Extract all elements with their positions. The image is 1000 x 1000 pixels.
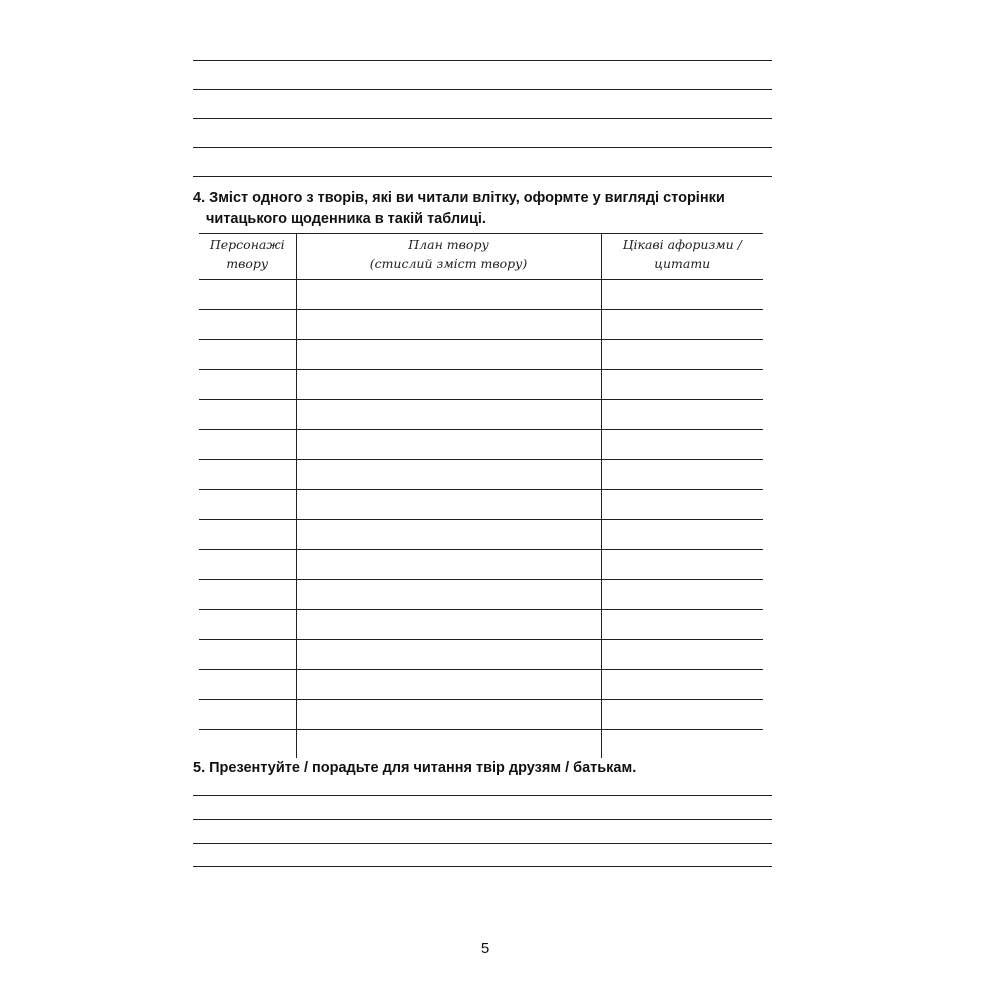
quotes-cell[interactable] (601, 610, 763, 640)
characters-cell[interactable] (199, 280, 296, 310)
characters-cell[interactable] (199, 490, 296, 520)
characters-cell[interactable] (199, 610, 296, 640)
column-header-characters (199, 234, 296, 280)
task-4-line-2: читацького щоденника в такій таблиці. (206, 211, 486, 227)
writing-line (193, 843, 772, 844)
table-row (199, 730, 763, 759)
plan-cell[interactable] (296, 430, 601, 460)
characters-cell[interactable] (199, 460, 296, 490)
table-row (199, 370, 763, 400)
quotes-cell[interactable] (601, 640, 763, 670)
writing-line (193, 60, 772, 61)
task-5-heading (193, 758, 636, 779)
writing-line (193, 176, 772, 177)
writing-line (193, 147, 772, 148)
plan-cell[interactable] (296, 730, 601, 759)
plan-cell[interactable] (296, 580, 601, 610)
table-row (199, 340, 763, 370)
characters-cell[interactable] (199, 340, 296, 370)
quotes-cell[interactable] (601, 370, 763, 400)
reading-diary-table (199, 233, 763, 758)
quotes-cell[interactable] (601, 460, 763, 490)
table-row (199, 430, 763, 460)
plan-cell[interactable] (296, 460, 601, 490)
column-header-plan-line-1: План твору (408, 237, 489, 252)
characters-cell[interactable] (199, 430, 296, 460)
characters-cell[interactable] (199, 700, 296, 730)
table-row (199, 310, 763, 340)
table-row (199, 490, 763, 520)
characters-cell[interactable] (199, 520, 296, 550)
table-row (199, 400, 763, 430)
plan-cell[interactable] (296, 520, 601, 550)
quotes-cell[interactable] (601, 400, 763, 430)
table-row (199, 610, 763, 640)
quotes-cell[interactable] (601, 340, 763, 370)
writing-line (193, 819, 772, 820)
plan-cell[interactable] (296, 280, 601, 310)
quotes-cell[interactable] (601, 670, 763, 700)
characters-cell[interactable] (199, 310, 296, 340)
characters-cell[interactable] (199, 730, 296, 759)
quotes-cell[interactable] (601, 580, 763, 610)
column-header-plan (296, 234, 601, 280)
characters-cell[interactable] (199, 550, 296, 580)
table-row (199, 580, 763, 610)
plan-cell[interactable] (296, 340, 601, 370)
plan-cell[interactable] (296, 550, 601, 580)
plan-cell[interactable] (296, 640, 601, 670)
table-row (199, 670, 763, 700)
plan-cell[interactable] (296, 370, 601, 400)
plan-cell[interactable] (296, 310, 601, 340)
writing-line (193, 866, 772, 867)
plan-cell[interactable] (296, 610, 601, 640)
table-body (199, 280, 763, 759)
characters-cell[interactable] (199, 400, 296, 430)
quotes-cell[interactable] (601, 280, 763, 310)
page-number: 5 (480, 940, 490, 957)
column-header-plan-line-2: (стислий зміст твору) (369, 256, 528, 271)
characters-cell[interactable] (199, 640, 296, 670)
table-row (199, 520, 763, 550)
writing-line (193, 118, 772, 119)
quotes-cell[interactable] (601, 310, 763, 340)
plan-cell[interactable] (296, 400, 601, 430)
column-header-quotes-line-2: цитати (654, 256, 711, 271)
writing-line (193, 89, 772, 90)
column-header-quotes-line-1: Цікаві афоризми / (622, 237, 742, 252)
table-row (199, 700, 763, 730)
table-row (199, 640, 763, 670)
quotes-cell[interactable] (601, 490, 763, 520)
table-header-row (199, 234, 763, 280)
table-row (199, 550, 763, 580)
task-5-text: 5. Презентуйте / порадьте для читання твір друзям / батькам. (193, 760, 637, 776)
quotes-cell[interactable] (601, 550, 763, 580)
task-4-heading (193, 188, 725, 230)
characters-cell[interactable] (199, 580, 296, 610)
column-header-quotes (601, 234, 763, 280)
quotes-cell[interactable] (601, 430, 763, 460)
table-row (199, 460, 763, 490)
plan-cell[interactable] (296, 490, 601, 520)
task-4-line-1: 4. Зміст одного з творів, які ви читали влітку, оформте у вигляді сторінки (193, 190, 725, 206)
table-row (199, 280, 763, 310)
characters-cell[interactable] (199, 670, 296, 700)
characters-cell[interactable] (199, 370, 296, 400)
column-header-characters-line-1: Персонажі (209, 237, 285, 252)
plan-cell[interactable] (296, 700, 601, 730)
quotes-cell[interactable] (601, 700, 763, 730)
plan-cell[interactable] (296, 670, 601, 700)
column-header-characters-line-2: твору (226, 256, 269, 271)
quotes-cell[interactable] (601, 730, 763, 759)
writing-line (193, 795, 772, 796)
quotes-cell[interactable] (601, 520, 763, 550)
